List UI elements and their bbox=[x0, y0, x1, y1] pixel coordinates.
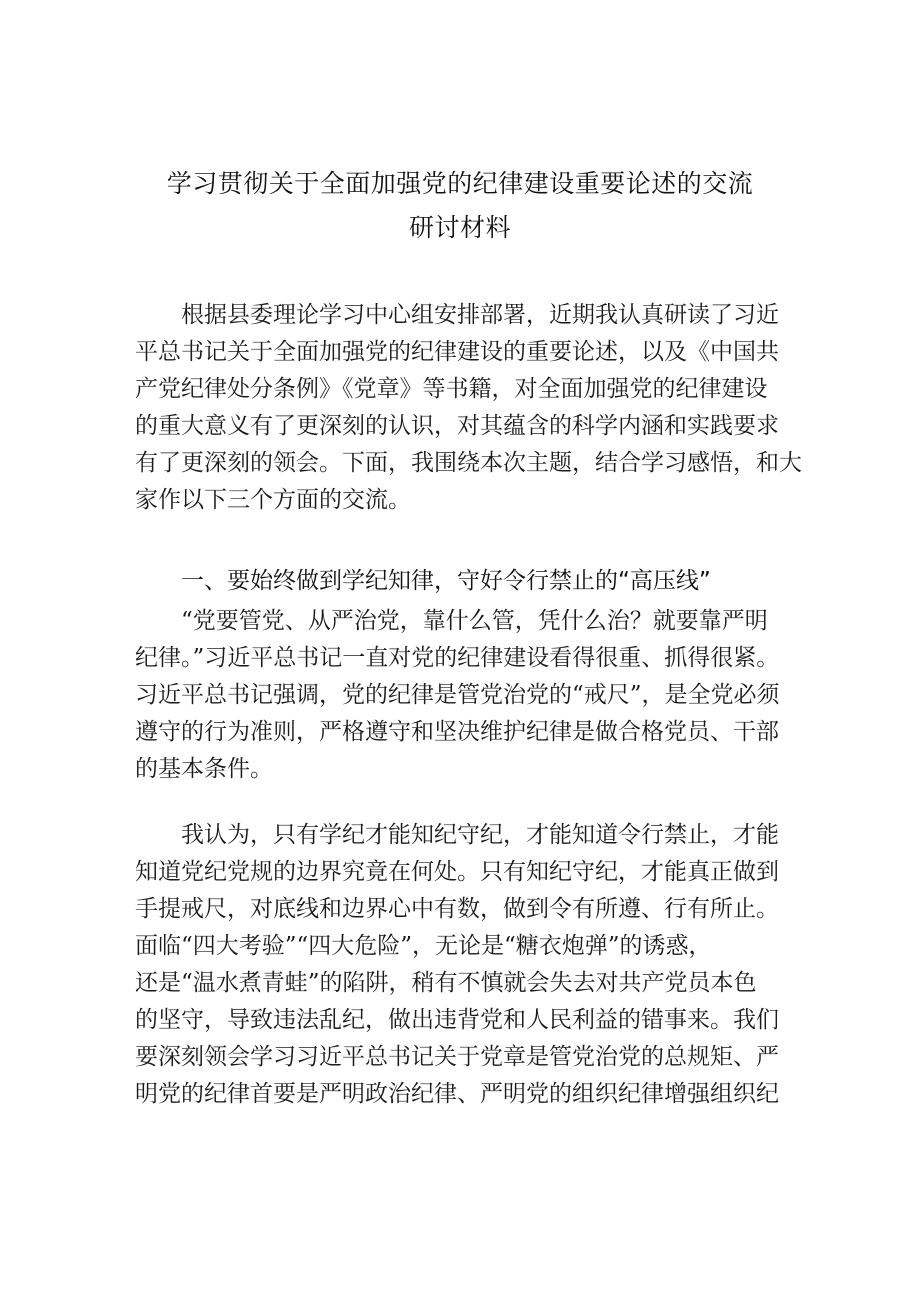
paragraph-line: 知道党纪党规的边界究竟在何处。只有知纪守纪，才能真正做到 bbox=[135, 859, 779, 885]
paragraph-line: 要深刻领会学习习近平总书记关于党章是管党治党的总规矩、严 bbox=[135, 1044, 779, 1070]
paragraph-line: 家作以下三个方面的交流。 bbox=[135, 487, 411, 513]
paragraph-line: 的重大意义有了更深刻的认识，对其蕴含的科学内涵和实践要求 bbox=[135, 413, 779, 439]
paragraph-line: 手提戒尺，对底线和边界心中有数，做到令有所遵、行有所止。 bbox=[135, 896, 779, 922]
paragraph-line: “党要管党、从严治党，靠什么管，凭什么治？就要靠严明 bbox=[181, 608, 768, 634]
paragraph-intro bbox=[135, 297, 802, 519]
document-title-line1: 学习贯彻关于全面加强党的纪律建设重要论述的交流 bbox=[166, 169, 754, 198]
paragraph-quote bbox=[135, 603, 795, 788]
paragraph-line: 纪律。”习近平总书记一直对党的纪律建设看得很重、抓得很紧。 bbox=[135, 645, 780, 671]
paragraph-line: 我认为，只有学纪才能知纪守纪，才能知道令行禁止，才能 bbox=[181, 822, 779, 848]
paragraph-line: 明党的纪律首要是严明政治纪律、严明党的组织纪律增强组织纪 bbox=[135, 1081, 779, 1107]
paragraph-line: 根据县委理论学习中心组安排部署，近期我认真研读了习近 bbox=[181, 302, 779, 328]
paragraph-line: 有了更深刻的领会。下面，我围绕本次主题，结合学习感悟，和大 bbox=[135, 450, 802, 476]
paragraph-line: 的基本条件。 bbox=[135, 756, 273, 782]
paragraph-line: 平总书记关于全面加强党的纪律建设的重要论述，以及《中国共 bbox=[135, 339, 779, 365]
paragraph-line: 面临“四大考验”“四大危险”，无论是“糖衣炮弹”的诱惑， bbox=[135, 933, 712, 959]
document-title-line2: 研讨材料 bbox=[408, 213, 511, 242]
paragraph-opinion bbox=[135, 817, 795, 1113]
paragraph-line: 还是“温水煮青蛙”的陷阱，稍有不慎就会失去对共产党员本色 bbox=[135, 970, 757, 996]
paragraph-line: 产党纪律处分条例》《党章》等书籍，对全面加强党的纪律建设 bbox=[135, 376, 768, 402]
section-heading-1: 一、要始终做到学纪知律，守好令行禁止的“高压线” bbox=[181, 568, 711, 594]
paragraph-line: 遵守的行为准则，严格遵守和坚决维护纪律是做合格党员、干部 bbox=[135, 719, 779, 745]
paragraph-line: 习近平总书记强调，党的纪律是管党治党的“戒尺”，是全党必须 bbox=[135, 682, 780, 708]
paragraph-line: 的坚守，导致违法乱纪，做出违背党和人民利益的错事来。我们 bbox=[135, 1007, 779, 1033]
